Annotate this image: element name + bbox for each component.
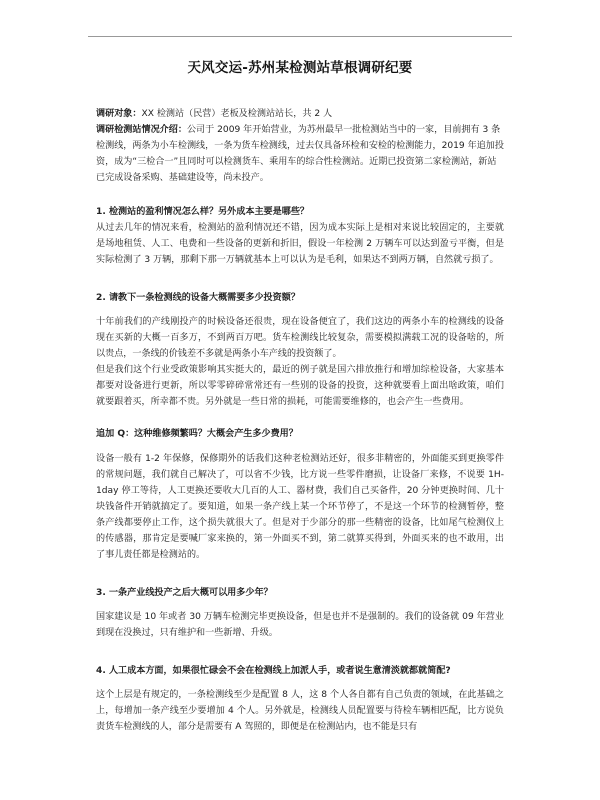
- answer-2-paragraph-1: 十年前我们的产线刚投产的时候设备还很贵，现在设备便宜了，我们这边的两条小车的检测线的设备现在买新的大概一百多万，不到两百万吧。货车检测线比较复杂，需要模拟满载工况的设备啥的，所以贵点，一条线的价钱差不多就是两条小车产线的投资额了。: [96, 317, 504, 359]
- follow-up-question: [96, 426, 504, 442]
- follow-up-label: 追加 Q：这种维修频繁吗？大概会产生多少费用？: [96, 429, 298, 439]
- follow-up-answer: 设备一般有 1-2 年保修，保修期外的话我们这种老检测站还好，很多非精密的，外面能买到更换零件的常规问题，我们就自己解决了，可以省不少钱，比方说一些零件磨损，让设备厂来修，不说要 1H-1day 停工等待，人工更换还要收大几百的人工、器材费，我们自己买备件，20 分钟更换时间、几十块钱备件开销就搞定了。要知道，如果一条产线上某一个环节停了，不是这一个环节的检测暂停，整条产线都要停止工作，这个损失就很大了。但是对于少部分的那一些精密的设备，比如尾气检测仪上的传感器，那肯定是要喊厂家来换的，第一外面买不到，第二就算买得到，外面买来的也不敢用，出了事儿责任都是检测站的。: [96, 454, 504, 561]
- station-intro-value: 公司于 2009 年开始营业，为苏州最早一批检测站当中的一家，目前拥有 3 条检测线，两条为小车检测线，一条为货车检测线，过去仅具备环检和安检的检测能力，2019 年追加投资，成为“三检合一”且同时可以检测货车、乘用车的综合性检测站。近期已投资第二家检测站，新站已完成设备采购、基础建设等，尚未投产。: [96, 125, 504, 183]
- research-target-value: XX 检测站（民营）老板及检测站站长，共 2 人: [141, 109, 333, 119]
- station-intro-label: 调研检测站情况介绍：: [96, 125, 187, 135]
- answer-3-paragraph: 国家建议是 10 年或者 30 万辆车检测完毕更换设备，但是也并不是强制的。我们的设备就 09 年营业到现在没换过，只有维护和一些新增、升级。: [96, 612, 504, 639]
- question-2: 2. 请教下一条检测线的设备大概需要多少投资额？: [96, 293, 300, 303]
- question-1: 1. 检测站的盈利情况怎么样？另外成本主要是哪些？: [96, 207, 310, 217]
- answer-1-paragraph: 从过去几年的情况来看，检测站的盈利情况还不错，因为成本实际上是相对来说比较固定的，主要就是场地租赁、人工、电费和一些设备的更新和折旧，假设一年检测 2 万辆车可以达到盈亏平衡，但是实际检测了 3 万辆，那剩下那一万辆就基本上可以认为是毛利，如果达不到两万辆，自然就亏损了。: [96, 223, 504, 265]
- question-4: 4. 人工成本方面，如果很忙碌会不会在检测线上加派人手，或者说生意清淡就都就简配?: [96, 666, 451, 677]
- meta-block: [96, 106, 504, 186]
- header-rule: [88, 36, 512, 37]
- station-intro: [96, 122, 504, 186]
- answer-4-paragraph: 这个上层是有规定的，一条检测线至少是配置 8 人，这 8 个人各自都有自己负责的领域，在此基础之上，每增加一条产线至少要增加 4 个人。另外就是，检测线人员配置要与待检车辆相匹配，比方说负责货车检测线的人，部分是需要有 A 驾照的，即便是在检测站内，也不能是只有: [96, 690, 504, 733]
- research-target: [96, 106, 504, 122]
- answer-2-paragraph-2: 但是我们这个行业受政策影响其实挺大的，最近的例子就是国六排放推行和增加综检设备，大家基本都要对设备进行更新，所以零零碎碎常常还有一些别的设备的投资，这种就要看上面出啥政策，咱们就要跟着买，所幸都不贵。另外就是一些日常的损耗，可能需要维修的，也会产生一些费用。: [96, 365, 504, 407]
- question-3: 3. 一条产业线投产之后大概可以用多少年？: [96, 588, 273, 599]
- research-target-label: 调研对象：: [96, 109, 142, 119]
- document-title: 天风交运-苏州某检测站草根调研纪要: [187, 60, 413, 76]
